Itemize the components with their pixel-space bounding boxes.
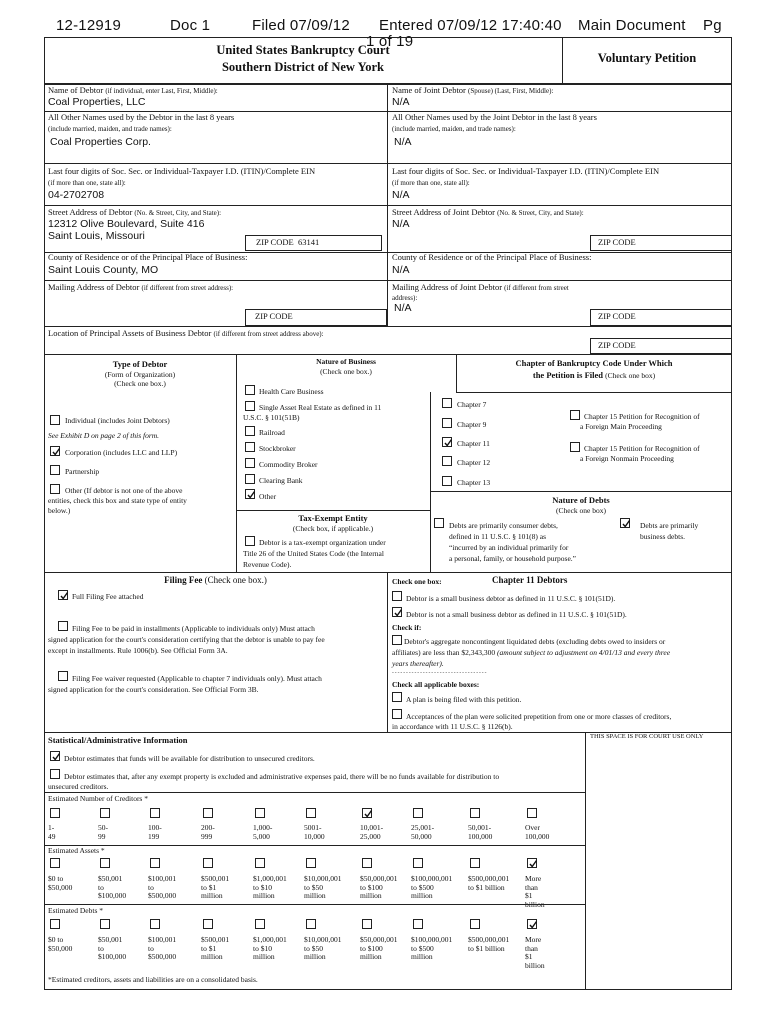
debtor-other-names-value: Coal Properties Corp. (50, 136, 151, 148)
clearing-bank-label: Clearing Bank (259, 476, 303, 485)
creditors-range-label: 50-99 (98, 823, 108, 841)
principal-assets-zip-label: ZIP CODE (598, 340, 636, 350)
installment-line3: except in installments. Rule 1006(b). See Official Form 3A. (48, 646, 228, 655)
assets-checkbox[interactable] (470, 858, 480, 868)
debtor-name-value: Coal Properties, LLC (48, 96, 146, 108)
assets-checkbox[interactable] (527, 858, 537, 868)
commodity-broker-label: Commodity Broker (259, 460, 318, 469)
debts-range-label: $100,000,001 to $500 million (411, 935, 453, 962)
debts-range-label: $10,000,001 to $50 million (304, 935, 342, 962)
footnote: *Estimated creditors, assets and liabilities are on a consolidated basis. (48, 975, 258, 984)
chapter15-nonmain-line2: a Foreign Nonmain Proceeding (580, 454, 674, 463)
not-small-business-label: Debtor is not a small business debtor as defined in 11 U.S.C. § 101(51D). (406, 610, 627, 619)
no-funds-checkbox[interactable] (50, 769, 60, 779)
creditors-checkbox[interactable] (306, 808, 316, 818)
chapter-title-line1: Chapter of Bankruptcy Code Under Which (515, 358, 673, 368)
debts-range-label: $500,001 to $1 million (201, 935, 230, 962)
exhibit-d-note: See Exhibit D on page 2 of this form. (48, 431, 160, 440)
joint-street-label: Street Address of Joint Debtor (No. & Street, City, and State): (392, 207, 584, 217)
debts-range-label: $50,001 to $100,000 (98, 935, 127, 962)
joint-mailing-hint2: address): (392, 294, 418, 302)
debts-checkbox[interactable] (255, 919, 265, 929)
checkmark-icon (246, 490, 256, 500)
nature-of-debts-sub: (Check one box) (556, 506, 606, 515)
debtor-street-label: Street Address of Debtor (No. & Street, City, and State): (48, 207, 222, 217)
acceptances-line2: in accordance with 11 U.S.C. § 1126(b). (392, 722, 513, 731)
doc-type: Main Document (578, 17, 686, 34)
debts-checkbox[interactable] (50, 919, 60, 929)
assets-range-label: $0 to $50,000 (48, 874, 73, 892)
other-entity-line3: below.) (48, 506, 71, 515)
joint-mailing-zip-label: ZIP CODE (598, 311, 636, 321)
court-name: United States Bankruptcy Court (216, 43, 390, 57)
creditors-checkbox[interactable] (150, 808, 160, 818)
checkmark-icon (443, 438, 453, 448)
business-other-checkbox[interactable] (245, 489, 255, 499)
consumer-debts-line3: “incurred by an individual primarily for (449, 543, 569, 552)
debts-checkbox[interactable] (527, 919, 537, 929)
chapter11-label: Chapter 11 (457, 439, 490, 448)
statistical-title: Statistical/Administrative Information (48, 735, 188, 745)
small-business-checkbox[interactable] (392, 591, 402, 601)
railroad-checkbox[interactable] (245, 426, 255, 436)
type-of-debtor-title: Type of Debtor (112, 359, 168, 369)
assets-range-label: $500,000,001 to $1 billion (468, 874, 510, 892)
debts-checkbox[interactable] (100, 919, 110, 929)
chapter15-main-checkbox[interactable] (570, 410, 580, 420)
corporation-checkbox[interactable] (50, 446, 60, 456)
partnership-checkbox[interactable] (50, 465, 60, 475)
joint-ein-hint: (if more than one, state all): (392, 179, 470, 187)
acceptances-line1: Acceptances of the plan were solicited prepetition from one or more classes of creditors, (406, 712, 672, 721)
nature-of-debts-title: Nature of Debts (552, 495, 610, 505)
joint-zip-label: ZIP CODE (598, 237, 636, 247)
funds-available-label: Debtor estimates that funds will be available for distribution to unsecured creditors. (64, 754, 315, 763)
debtor-street-line2: Saint Louis, Missouri (48, 230, 145, 242)
debtor-other-names-hint: (include married, maiden, and trade names): (48, 125, 172, 133)
type-of-debtor-sub2: (Check one box.) (114, 379, 166, 388)
creditors-range-label: Over 100,000 (525, 823, 550, 841)
single-asset-checkbox[interactable] (245, 401, 255, 411)
check-if-label: Check if: (392, 623, 422, 632)
single-asset-line1: Single Asset Real Estate as defined in 11 (259, 403, 382, 412)
debts-range-label: $100,001 to $500,000 (148, 935, 177, 962)
debts-range-label: $1,000,001 to $10 million (253, 935, 287, 962)
checkmark-icon (51, 447, 61, 457)
railroad-label: Railroad (259, 428, 285, 437)
single-asset-line2: U.S.C. § 101(51B) (243, 413, 300, 422)
chapter15-nonmain-line1: Chapter 15 Petition for Recognition of (584, 444, 700, 453)
creditors-checkbox[interactable] (203, 808, 213, 818)
joint-street-value: N/A (392, 218, 410, 230)
other-entity-line2: entities, check this box and state type of entity (48, 496, 187, 505)
chapter11-checkbox[interactable] (442, 437, 452, 447)
aggregate-debts-line2: affiliates) are less than $2,343,300 (amount subject to adjustment on 4/01/13 and every three (392, 648, 671, 657)
creditors-range-label: 1-49 (48, 823, 56, 841)
debtor-county-label: County of Residence or of the Principal Place of Business: (48, 252, 248, 262)
checkmark-icon (528, 920, 538, 930)
tax-exempt-line1: Debtor is a tax-exempt organization under (259, 538, 386, 547)
creditors-checkbox[interactable] (470, 808, 480, 818)
creditors-range-label: 100-199 (148, 823, 162, 841)
creditors-checkbox[interactable] (255, 808, 265, 818)
debts-checkbox[interactable] (150, 919, 160, 929)
debtor-street-line1: 12312 Olive Boulevard, Suite 416 (48, 218, 205, 230)
dashed-separator: - - - - - - - - - - - - - - - - - - - - - - - - - - - - - - - - - - (392, 670, 487, 676)
creditors-range-label: 25,001- 50,000 (411, 823, 435, 841)
creditors-checkbox[interactable] (50, 808, 60, 818)
doc-number: Doc 1 (170, 17, 211, 34)
consumer-debts-line1: Debts are primarily consumer debts, (449, 521, 558, 530)
assets-checkbox[interactable] (203, 858, 213, 868)
tax-exempt-line3: Revenue Code). (243, 560, 292, 569)
assets-checkbox[interactable] (50, 858, 60, 868)
debtor-zip: ZIP CODE 63141 (256, 237, 320, 247)
chapter15-main-line1: Chapter 15 Petition for Recognition of (584, 412, 700, 421)
business-debts-line2: business debts. (640, 532, 685, 541)
installment-fee-checkbox[interactable] (58, 621, 68, 631)
business-debts-checkbox[interactable] (620, 518, 630, 528)
checkmark-icon (363, 809, 373, 819)
debts-range-label: $500,000,001 to $1 billion (468, 935, 510, 953)
debts-checkbox[interactable] (362, 919, 372, 929)
debts-range-label: $50,000,001 to $100 million (360, 935, 398, 962)
assets-range-label: $50,001 to $100,000 (98, 874, 127, 901)
page-of: 1 of 19 (366, 33, 414, 50)
creditors-checkbox[interactable] (100, 808, 110, 818)
debtor-ein-value: 04-2702708 (48, 189, 105, 201)
creditors-label: Estimated Number of Creditors * (48, 794, 148, 803)
chapter-title-line2: the Petition is Filed (Check one box) (532, 370, 656, 380)
joint-county-label: County of Residence or of the Principal Place of Business: (392, 252, 592, 262)
debts-checkbox[interactable] (306, 919, 316, 929)
funds-available-checkbox[interactable] (50, 751, 60, 761)
no-funds-line1: Debtor estimates that, after any exempt property is excluded and administrative expenses paid, there will be no funds available for distribution to (64, 772, 500, 781)
assets-checkbox[interactable] (413, 858, 423, 868)
small-business-label: Debtor is a small business debtor as defined in 11 U.S.C. § 101(51D). (406, 594, 616, 603)
individual-label: Individual (includes Joint Debtors) (65, 416, 170, 425)
clearing-bank-checkbox[interactable] (245, 474, 255, 484)
no-funds-line2: unsecured creditors. (48, 782, 109, 791)
stockbroker-checkbox[interactable] (245, 442, 255, 452)
assets-range-label: $1,000,001 to $10 million (253, 874, 287, 901)
fee-waiver-line2: signed application for the court's consideration. See Official Form 3B. (48, 685, 259, 694)
business-debts-line1: Debts are primarily (640, 521, 699, 530)
commodity-broker-checkbox[interactable] (245, 458, 255, 468)
creditors-range-label: 200-999 (201, 823, 215, 841)
acceptances-checkbox[interactable] (392, 709, 402, 719)
chapter12-label: Chapter 12 (457, 458, 491, 467)
checkmark-icon (393, 608, 403, 618)
tax-exempt-checkbox[interactable] (245, 536, 255, 546)
partnership-label: Partnership (65, 467, 100, 476)
creditors-checkbox[interactable] (527, 808, 537, 818)
debts-label: Estimated Debts * (48, 906, 103, 915)
other-entity-checkbox[interactable] (50, 484, 60, 494)
creditors-range-label: 10,001- 25,000 (360, 823, 384, 841)
checkmark-icon (528, 859, 538, 869)
nature-of-business-title: Nature of Business (316, 357, 376, 366)
chapter13-label: Chapter 13 (457, 478, 491, 487)
installment-line1: Filing Fee to be paid in installments (Applicable to individuals only) Must attach (72, 624, 315, 633)
entered-date: Entered 07/09/12 17:40:40 (379, 17, 562, 34)
assets-range-label: More than $1 billion (525, 874, 545, 909)
full-fee-checkbox[interactable] (58, 590, 68, 600)
checkmark-icon (51, 752, 61, 762)
page-label: Pg (703, 17, 722, 34)
individual-checkbox[interactable] (50, 415, 60, 425)
not-small-business-checkbox[interactable] (392, 607, 402, 617)
debtor-name-label: Name of Debtor (if individual, enter Last, First, Middle): (48, 85, 218, 95)
chapter13-checkbox[interactable] (442, 476, 452, 486)
joint-county-value: N/A (392, 264, 410, 276)
creditors-range-label: 1,000- 5,000 (253, 823, 273, 841)
tax-exempt-line2: Title 26 of the United States Code (the Internal (243, 549, 384, 558)
debtor-ein-hint: (if more than one, state all): (48, 179, 126, 187)
creditors-checkbox[interactable] (362, 808, 372, 818)
checkmark-icon (621, 519, 631, 529)
debtor-county-value: Saint Louis County, MO (48, 264, 159, 276)
filing-fee-title: Filing Fee (Check one box.) (164, 575, 267, 585)
aggregate-debts-checkbox[interactable] (392, 635, 402, 645)
joint-other-names-hint: (include married, maiden, and trade names): (392, 125, 516, 133)
debts-checkbox[interactable] (470, 919, 480, 929)
plan-filed-label: A plan is being filed with this petition. (406, 695, 522, 704)
check-one-box-label: Check one box: (392, 577, 442, 586)
installment-line2: signed application for the court's consideration certifying that the debtor is unable to pay fee (48, 635, 325, 644)
filed-date: Filed 07/09/12 (252, 17, 350, 34)
joint-ein-value: N/A (392, 189, 410, 201)
corporation-label: Corporation (includes LLC and LLP) (65, 448, 178, 457)
debts-range-label: $0 to $50,000 (48, 935, 73, 953)
assets-range-label: $100,000,001 to $500 million (411, 874, 453, 901)
consumer-debts-line2: defined in 11 U.S.C. § 101(8) as (449, 532, 547, 541)
chapter7-checkbox[interactable] (442, 398, 452, 408)
creditors-range-label: 50,001- 100,000 (468, 823, 493, 841)
court-use-only: THIS SPACE IS FOR COURT USE ONLY (590, 733, 704, 740)
assets-checkbox[interactable] (150, 858, 160, 868)
joint-mailing-value: N/A (394, 302, 412, 314)
health-care-label: Health Care Business (259, 387, 324, 396)
aggregate-debts-line3: years thereafter). (392, 659, 444, 668)
case-number: 12-12919 (56, 17, 121, 34)
plan-filed-checkbox[interactable] (392, 692, 402, 702)
chapter9-checkbox[interactable] (442, 418, 452, 428)
consumer-debts-checkbox[interactable] (434, 518, 444, 528)
debts-range-label: More than $1 billion (525, 935, 545, 970)
creditors-checkbox[interactable] (413, 808, 423, 818)
debtor-mailing-zip-label: ZIP CODE (255, 311, 293, 321)
health-care-checkbox[interactable] (245, 385, 255, 395)
debtor-mailing-label: Mailing Address of Debtor (if different from street address): (48, 282, 234, 292)
other-entity-line1: Other (If debtor is not one of the above (65, 486, 183, 495)
chapter11-debtors-title: Chapter 11 Debtors (492, 575, 568, 585)
consumer-debts-line4: a personal, family, or household purpose.” (449, 554, 576, 563)
joint-name-value: N/A (392, 96, 410, 108)
joint-other-names-label: All Other Names used by the Joint Debtor in the last 8 years (392, 112, 597, 122)
debts-checkbox[interactable] (413, 919, 423, 929)
assets-checkbox[interactable] (306, 858, 316, 868)
assets-checkbox[interactable] (362, 858, 372, 868)
aggregate-debts-line1: Debtor's aggregate noncontingent liquidated debts (excluding debts owed to insiders or (404, 637, 666, 646)
court-district: Southern District of New York (221, 60, 385, 74)
assets-checkbox[interactable] (100, 858, 110, 868)
assets-range-label: $50,000,001 to $100 million (360, 874, 398, 901)
joint-other-names-value: N/A (394, 136, 412, 148)
assets-range-label: $500,001 to $1 million (201, 874, 230, 901)
assets-checkbox[interactable] (255, 858, 265, 868)
form-title: Voluntary Petition (597, 51, 697, 65)
chapter7-label: Chapter 7 (457, 400, 487, 409)
chapter15-nonmain-checkbox[interactable] (570, 442, 580, 452)
nature-of-business-sub: (Check one box.) (320, 367, 372, 376)
assets-range-label: $10,000,001 to $50 million (304, 874, 342, 901)
full-fee-label: Full Filing Fee attached (72, 592, 144, 601)
creditors-range-label: 5001- 10,000 (304, 823, 325, 841)
tax-exempt-title: Tax-Exempt Entity (298, 513, 368, 523)
joint-name-label: Name of Joint Debtor (Spouse) (Last, First, Middle): (392, 85, 554, 95)
debtor-other-names-label: All Other Names used by the Debtor in the last 8 years (48, 112, 235, 122)
business-other-label: Other (259, 492, 277, 501)
chapter12-checkbox[interactable] (442, 456, 452, 466)
joint-ein-label: Last four digits of Soc. Sec. or Individual-Taxpayer I.D. (ITIN)/Complete EIN (392, 166, 660, 176)
assets-label: Estimated Assets * (48, 846, 105, 855)
type-of-debtor-sub1: (Form of Organization) (104, 370, 176, 379)
joint-mailing-label: Mailing Address of Joint Debtor (if different from street (392, 282, 569, 292)
chapter15-main-line2: a Foreign Main Proceeding (580, 422, 662, 431)
tax-exempt-sub: (Check box, if applicable.) (292, 524, 374, 533)
assets-range-label: $100,001 to $500,000 (148, 874, 177, 901)
checkmark-icon (59, 591, 69, 601)
fee-waiver-checkbox[interactable] (58, 671, 68, 681)
debts-checkbox[interactable] (203, 919, 213, 929)
principal-assets-label: Location of Principal Assets of Business Debtor (if different from street address above): (48, 328, 324, 338)
stockbroker-label: Stockbroker (259, 444, 296, 453)
chapter9-label: Chapter 9 (457, 420, 487, 429)
debtor-ein-label: Last four digits of Soc. Sec. or Individual-Taxpayer I.D. (ITIN)/Complete EIN (48, 166, 316, 176)
fee-waiver-line1: Filing Fee waiver requested (Applicable to chapter 7 individuals only). Must attach (72, 674, 322, 683)
check-all-label: Check all applicable boxes: (392, 680, 480, 689)
